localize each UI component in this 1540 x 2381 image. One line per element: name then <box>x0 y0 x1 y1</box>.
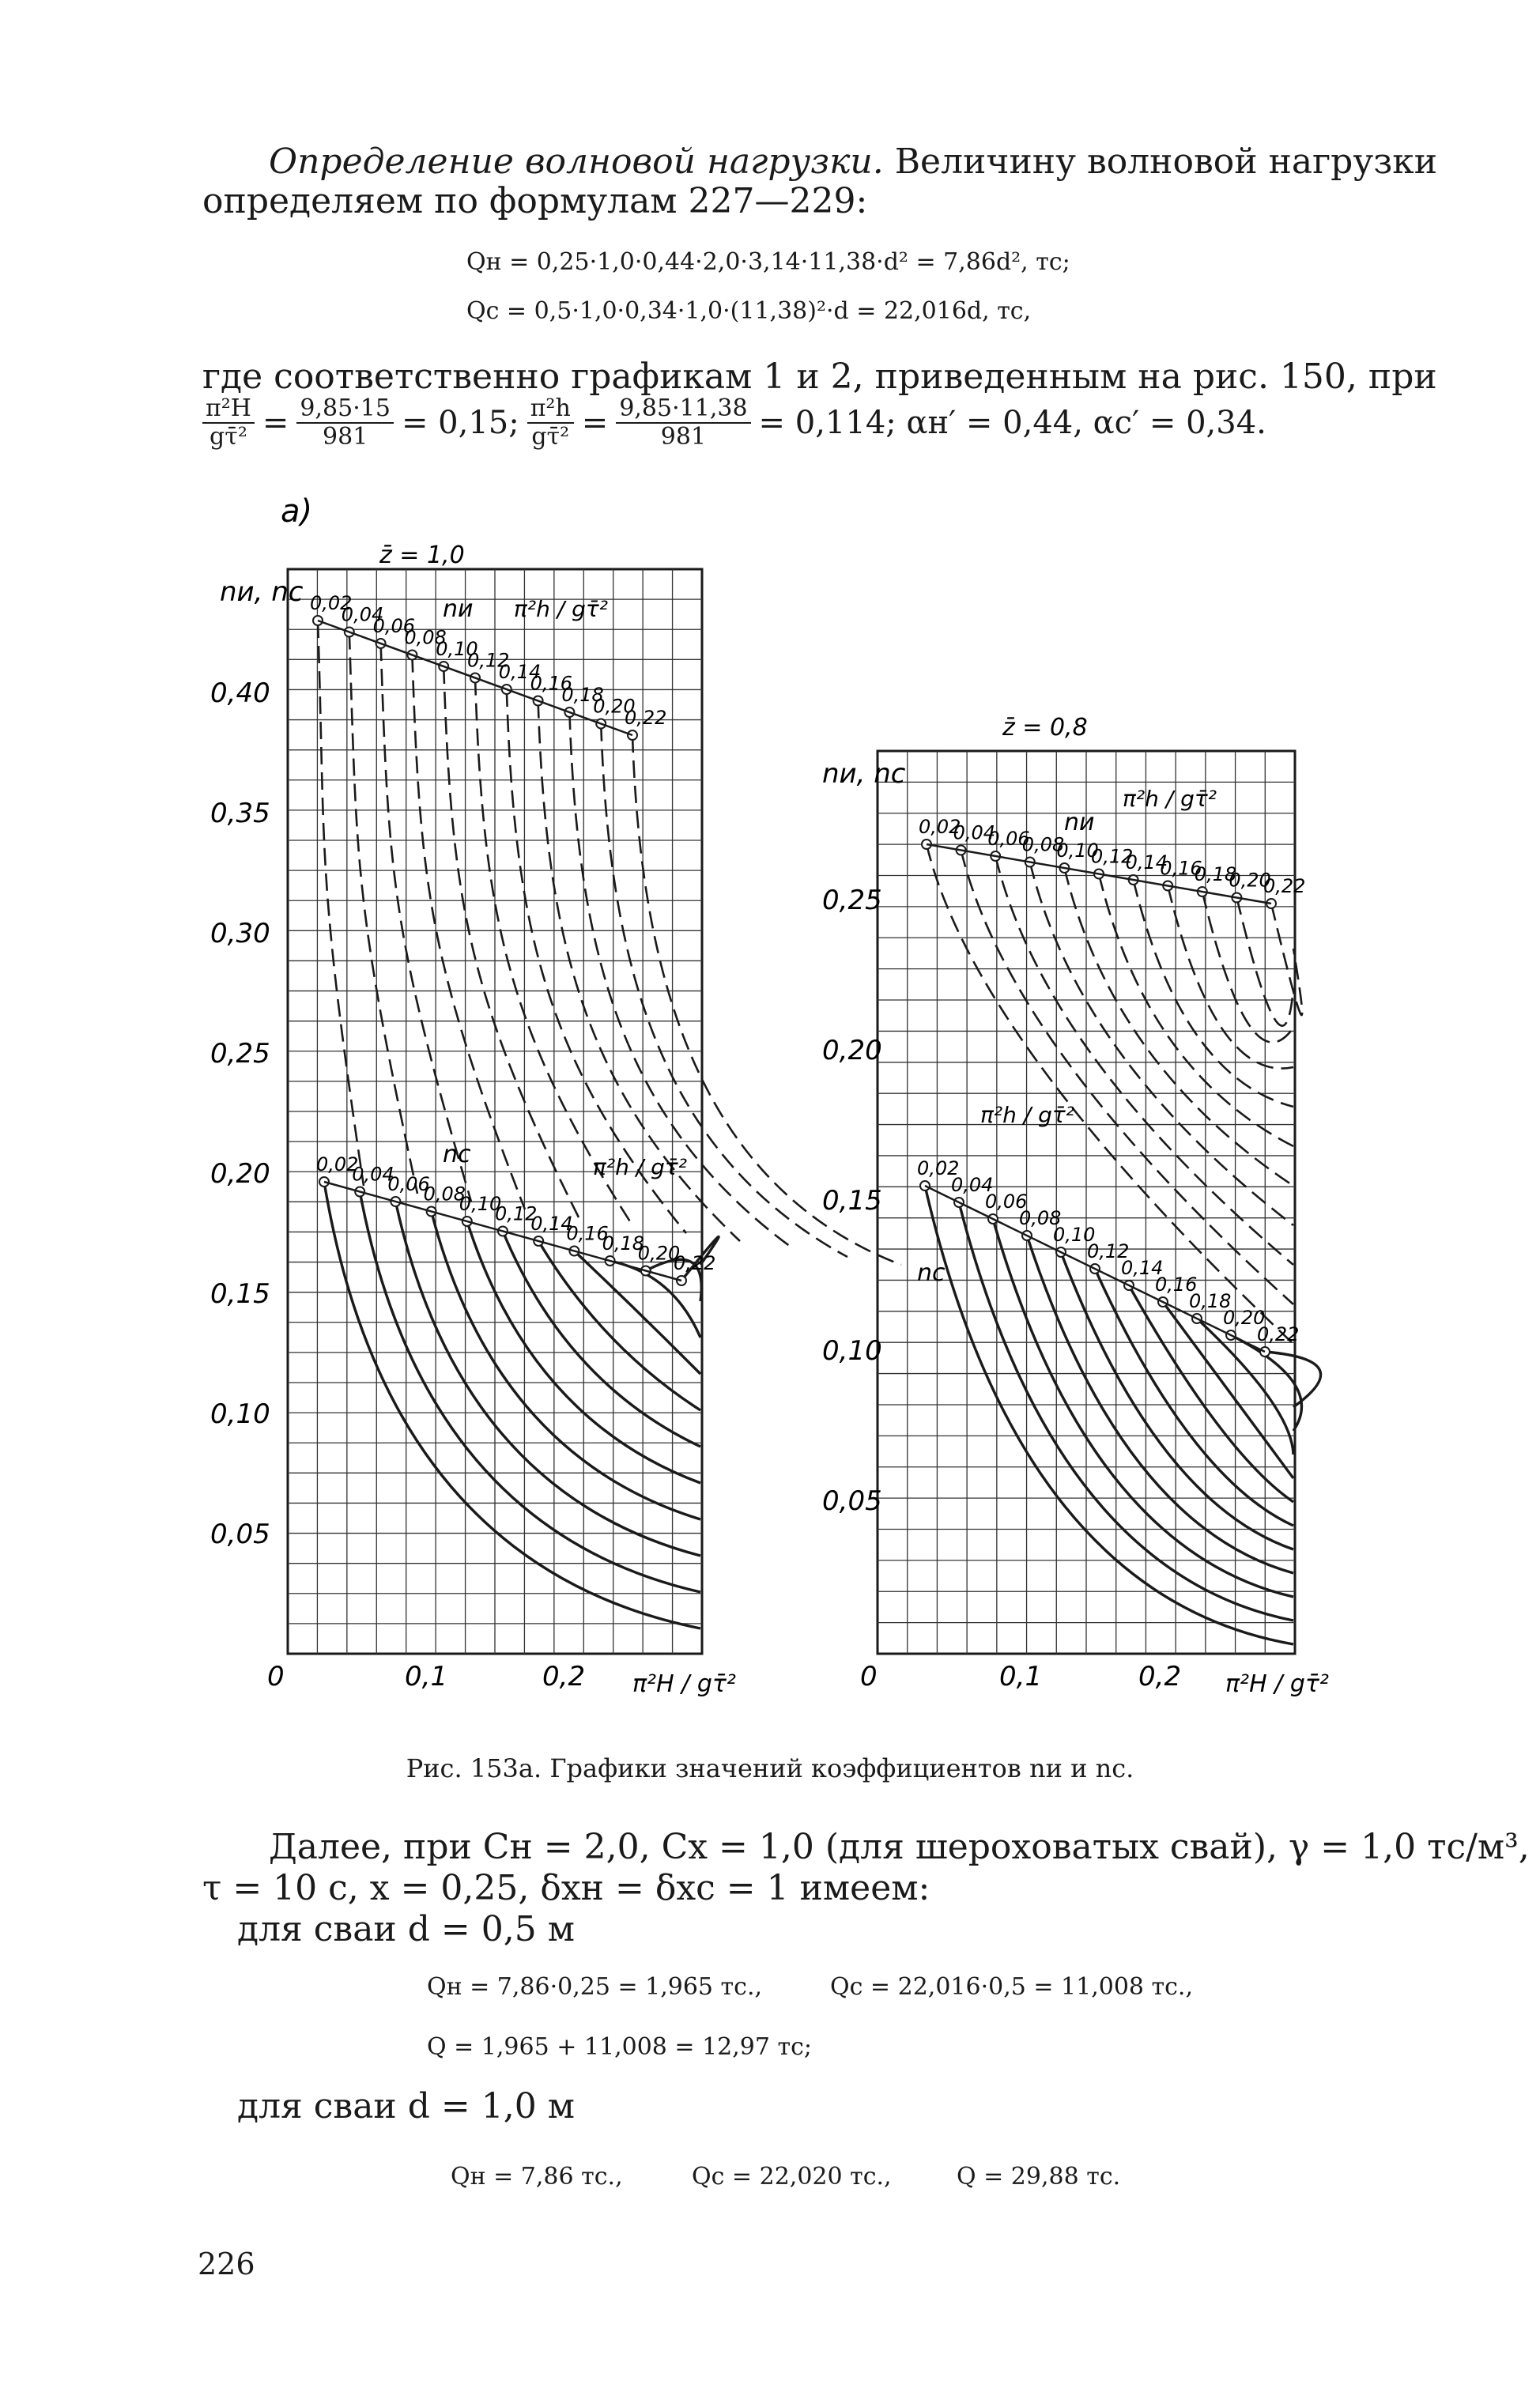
curve <box>444 666 579 1217</box>
curve <box>381 643 471 1202</box>
pile-2-qc: Qc = 22,020 тс., <box>692 2163 892 2190</box>
curve <box>1129 1285 1293 1502</box>
envelope-line <box>925 1186 1265 1352</box>
param-value: 0,06 <box>985 1190 1028 1213</box>
fraction-value-1: $\frac{9,85\cdot 15}{981}$ <box>296 395 394 451</box>
param-value: 0,12 <box>495 1202 538 1225</box>
param-value: 0,12 <box>1091 845 1134 868</box>
left-y-tick: 0,40 <box>210 677 270 709</box>
right-y-tick: 0,15 <box>822 1185 882 1217</box>
right-nc-label: nc <box>917 1259 946 1287</box>
left-param-label-lower: π²h / gτ̄² <box>593 1154 687 1180</box>
right-x-tick: 0,2 <box>1138 1661 1182 1692</box>
param-value: 0,10 <box>1056 840 1099 862</box>
param-value: 0,08 <box>404 626 447 649</box>
curve <box>1030 862 1293 1226</box>
param-value: 0,04 <box>953 821 996 844</box>
figure-153a <box>0 474 1540 1794</box>
param-value: 0,02 <box>310 592 353 614</box>
param-value: 0,08 <box>1019 1207 1062 1229</box>
right-nu-label: nи <box>1064 809 1095 836</box>
fraction-pi2H: $\frac{\text{π²H}}{\text{gτ̄²}}$ <box>202 395 255 451</box>
right-y-tick: 0,10 <box>822 1335 882 1367</box>
panel-label: а) <box>281 493 313 530</box>
page-number: 226 <box>198 2247 255 2281</box>
param-value: 0,18 <box>561 684 604 706</box>
param-value: 0,22 <box>674 1252 716 1274</box>
param-value: 0,06 <box>372 615 416 637</box>
right-chart <box>822 714 1329 1698</box>
right-upper-param-labels <box>919 816 1305 908</box>
right-y-axis-label: nи, nc <box>822 758 906 790</box>
param-value: 0,22 <box>1263 875 1306 897</box>
value-1: = 0,15; <box>401 405 519 441</box>
param-value: 0,20 <box>637 1242 681 1265</box>
left-x-tick: 0,2 <box>542 1661 586 1692</box>
param-value: 0,02 <box>919 816 961 838</box>
pile-2-q: Q = 29,88 тс. <box>957 2163 1121 2190</box>
curve <box>1099 874 1293 1147</box>
param-value: 0,22 <box>625 707 667 729</box>
right-x-tick: 0 <box>860 1661 878 1692</box>
curve <box>1064 868 1293 1186</box>
left-y-axis-label: nи, nc <box>220 576 304 608</box>
left-param-label-upper: π²h / gτ̄² <box>514 596 608 622</box>
param-value: 0,18 <box>1194 863 1237 885</box>
param-value: 0,16 <box>530 672 573 695</box>
left-y-tick: 0,20 <box>210 1158 270 1190</box>
left-x-tick: 0,1 <box>405 1661 448 1692</box>
right-param-label-upper: π²h / gτ̄² <box>1123 786 1217 812</box>
pile-1-qn: Qн = 7,86·0,25 = 1,965 тс., <box>427 1973 763 2001</box>
where-line: где соответственно графикам 1 и 2, приведенным на рис. 150, при <box>202 357 1437 397</box>
param-value: 0,02 <box>917 1157 960 1179</box>
intro-line-1 <box>269 141 1437 183</box>
param-value: 0,18 <box>602 1232 645 1255</box>
param-value: 0,10 <box>1053 1224 1096 1246</box>
param-value: 0,22 <box>1257 1323 1300 1345</box>
param-value: 0,14 <box>530 1213 573 1235</box>
param-value: 0,20 <box>593 695 636 718</box>
formula-qc: Qc = 0,5·1,0·0,34·1,0·(11,38)²·d = 22,016d, тс, <box>466 297 1032 325</box>
where-fraction-line: $\frac{\text{π²H}}{\text{gτ̄²}}$ = $\frac{9,85\cdot 15}{981}$ = 0,15; $\frac{\text{π²h}}{\text{gτ̄²}}$ = $\frac{9,85\cdot 11,38}{981}$ = 0,114; αн′ = 0,44, αc′ = 0,34. <box>202 395 1266 451</box>
left-y-tick: 0,30 <box>210 918 270 949</box>
left-z-label: z̄ = 1,0 <box>379 541 465 569</box>
param-value: 0,06 <box>987 828 1030 850</box>
param-value: 0,16 <box>1155 1274 1198 1296</box>
param-value: 0,12 <box>1087 1240 1130 1262</box>
left-y-tick: 0,10 <box>210 1398 270 1430</box>
param-value: 0,10 <box>459 1193 502 1215</box>
curve <box>961 851 1293 1305</box>
fraction-value-2: $\frac{9,85\cdot 11,38}{981}$ <box>616 395 750 451</box>
pile-1-q: Q = 1,965 + 11,008 = 12,97 тс; <box>427 2033 813 2061</box>
left-x-axis-label: π²H / gτ̄² <box>632 1670 736 1698</box>
param-value: 0,16 <box>1160 857 1202 880</box>
left-x-tick: 0 <box>267 1661 285 1692</box>
left-nu-label: nи <box>443 595 474 623</box>
pile-2-heading: для сваи d = 1,0 м <box>237 2086 575 2126</box>
param-value: 0,14 <box>498 661 542 683</box>
param-value: 0,04 <box>352 1163 394 1186</box>
right-y-tick: 0,20 <box>822 1035 882 1066</box>
curve <box>318 621 364 1186</box>
param-value: 0,04 <box>951 1174 994 1196</box>
right-z-label: z̄ = 0,8 <box>1002 714 1088 741</box>
pile-1-heading: для сваи d = 0,5 м <box>237 1909 575 1949</box>
pile-2-qn: Qн = 7,86 тс., <box>451 2163 623 2190</box>
param-value: 0,10 <box>436 638 478 660</box>
right-param-label-lower: π²h / gτ̄² <box>980 1102 1074 1128</box>
param-value: 0,20 <box>1223 1307 1266 1329</box>
right-y-tick: 0,25 <box>822 885 882 916</box>
param-value: 0,04 <box>341 603 384 626</box>
param-value: 0,18 <box>1189 1290 1232 1312</box>
left-chart-curves <box>318 621 901 1628</box>
left-y-tick: 0,35 <box>210 798 270 829</box>
param-value: 0,14 <box>1121 1257 1164 1279</box>
param-value: 0,20 <box>1229 869 1271 892</box>
left-chart-grid <box>288 569 702 1654</box>
right-x-axis-label: π²H / gτ̄² <box>1225 1670 1329 1698</box>
pile-1-qc: Qc = 22,016·0,5 = 11,008 тс., <box>830 1973 1194 2001</box>
param-value: 0,14 <box>1125 851 1168 874</box>
curve <box>1134 880 1293 1107</box>
param-value: 0,12 <box>467 649 510 672</box>
intro-line-1-rest: Величину волновой нагрузки <box>894 142 1438 182</box>
figure-caption: Рис. 153а. Графики значений коэффициентов nи и nc. <box>406 1753 1134 1783</box>
formula-qn: Qн = 0,25·1,0·0,44·2,0·3,14·11,38·d² = 7,86d², тс; <box>466 248 1070 276</box>
left-y-tick: 0,15 <box>210 1278 270 1310</box>
param-value: 0,08 <box>1021 833 1065 856</box>
left-y-tick: 0,05 <box>210 1519 270 1550</box>
right-y-tick: 0,05 <box>822 1485 882 1517</box>
after-line-2: τ = 10 с, x = 0,25, δxн = δxc = 1 имеем: <box>202 1868 930 1908</box>
param-value: 0,16 <box>566 1222 609 1245</box>
right-x-tick: 0,1 <box>999 1661 1043 1692</box>
curve <box>927 844 1293 1344</box>
param-value: 0,08 <box>423 1183 466 1206</box>
fraction-pi2h: $\frac{\text{π²h}}{\text{gτ̄²}}$ <box>527 395 574 451</box>
param-value: 0,02 <box>316 1153 359 1175</box>
after-line-1: Далее, при Cн = 2,0, Cx = 1,0 (для шероховатых свай), γ = 1,0 тс/м³, <box>269 1827 1530 1867</box>
left-nc-label: nc <box>443 1141 471 1168</box>
left-y-tick: 0,25 <box>210 1038 270 1070</box>
curve <box>349 632 417 1194</box>
intro-line-2: определяем по формулам 227—229: <box>202 181 868 221</box>
param-value: 0,06 <box>387 1173 430 1195</box>
curve <box>1271 904 1302 1015</box>
where-rest: = 0,114; αн′ = 0,44, αc′ = 0,34. <box>758 405 1266 441</box>
left-chart <box>210 541 901 1698</box>
section-title: Определение волновой нагрузки. <box>269 142 884 182</box>
